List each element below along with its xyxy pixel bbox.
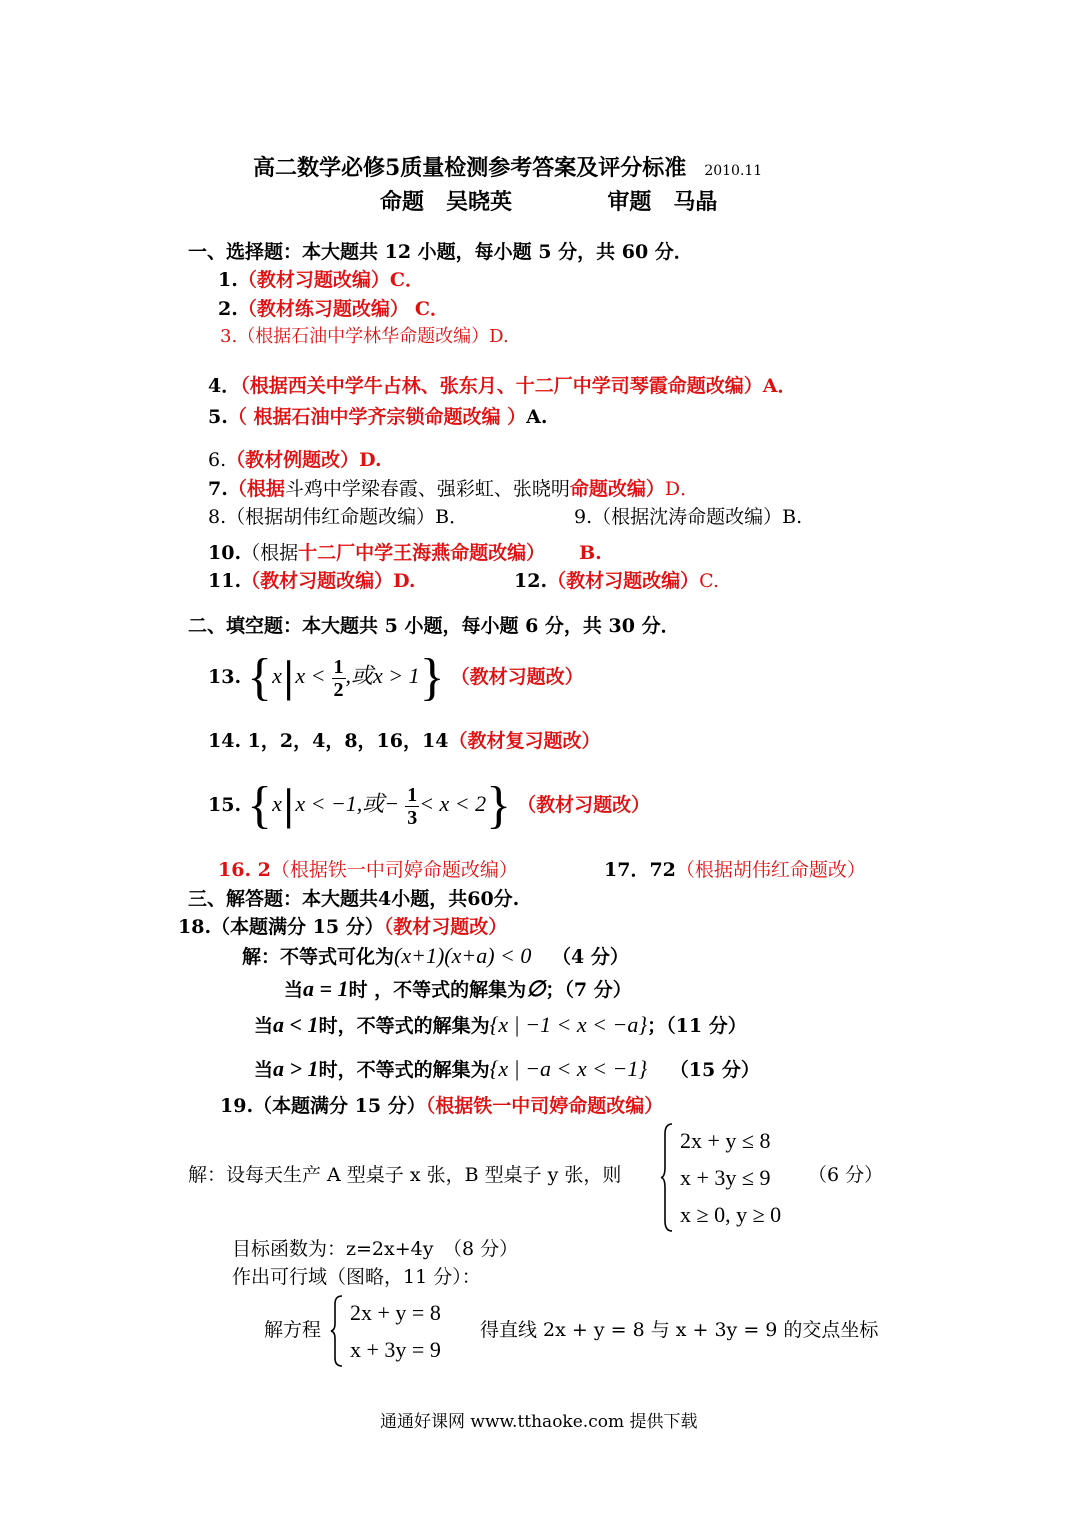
answer-1: 1.（教材习题改编）C． bbox=[218, 269, 424, 291]
answer-15: 15. {x|x < −1,或− $\frac{1}{3}$ < x < 2} （教材习题改） bbox=[208, 777, 651, 834]
answer-11: 11.（教材习题改编）D. bbox=[208, 570, 416, 592]
answer-7: 7.（根据斗鸡中学梁春霞、强彩虹、张晓明命题改编）D． bbox=[208, 478, 700, 500]
problem-18-line-4: 当a > 1时，不等式的解集为{x | −a < x < −1} （15 分） bbox=[254, 1056, 760, 1081]
answer-6: 6.（教材例题改）D. bbox=[208, 449, 382, 471]
problem-18-line-1: 解：不等式可化为(x+1)(x+a) < 0 （4 分） bbox=[242, 943, 629, 968]
fraction-one-half: $\frac{1}{2}$ bbox=[333, 655, 344, 701]
problem-19-heading: 19.（本题满分 15 分）（根据铁一中司婷命题改编） bbox=[220, 1095, 664, 1117]
problem-18-line-3: 当a < 1时，不等式的解集为{x | −1 < x < −a}；（11 分） bbox=[254, 1012, 747, 1037]
section3-heading: 三、解答题：本大题共4小题，共60分. bbox=[188, 888, 520, 910]
solve-equations-label: 解方程 bbox=[264, 1319, 322, 1341]
answer-8: 8.（根据胡伟红命题改编）B． bbox=[208, 506, 469, 528]
page-title: 高二数学必修5质量检测参考答案及评分标准 2010.11 bbox=[253, 155, 763, 181]
answer-2: 2.（教材练习题改编） C． bbox=[218, 298, 450, 320]
problem-19-setup: 解：设每天生产 A 型桌子 x 张，B 型桌子 y 张，则 bbox=[188, 1164, 622, 1186]
answer-16: 16. 2（根据铁一中司婷命题改编） bbox=[218, 859, 518, 881]
date: 2010.11 bbox=[704, 163, 763, 179]
constraint-score: （6 分） bbox=[808, 1164, 884, 1186]
answer-17: 17．72（根据胡伟红命题改） bbox=[604, 859, 866, 881]
answer-10: 10.（根据十二厂中学王海燕命题改编） B. bbox=[208, 542, 602, 564]
answer-9: 9.（根据沈涛命题改编）B. bbox=[574, 506, 803, 528]
objective-function: 目标函数为：z=2x+4y （8 分） bbox=[232, 1238, 519, 1260]
equation-system: 2x + y = 8 x + 3y = 9 bbox=[330, 1294, 441, 1368]
answer-5: 5.（ 根据石油中学齐宗锁命题改编 ）A. bbox=[208, 406, 548, 428]
answer-4: 4．（根据西关中学牛占林、张东月、十二厂中学司琴霞命题改编）A． bbox=[208, 375, 797, 397]
fraction-one-third: $\frac{1}{3}$ bbox=[407, 783, 418, 829]
answer-3: 3.（根据石油中学林华命题改编）D. bbox=[220, 326, 509, 347]
answer-14: 14. 1，2，4，8，16，14（教材复习题改） bbox=[208, 730, 601, 752]
section2-heading: 二、填空题：本大题共 5 小题，每小题 6 分，共 30 分． bbox=[188, 615, 680, 637]
answer-13: 13. {x|x < $\frac{1}{2}$ ,或x > 1} （教材习题改） bbox=[208, 649, 584, 706]
feasible-region-note: 作出可行域（图略，11 分）： bbox=[232, 1266, 481, 1288]
problem-18-line-2: 当a = 1时 ，不等式的解集为∅；（7 分） bbox=[284, 976, 632, 1001]
constraint-system: 2x + y ≤ 8 x + 3y ≤ 9 x ≥ 0, y ≥ 0 bbox=[660, 1122, 781, 1233]
authors-line: 命题 吴晓英 审题 马晶 bbox=[380, 189, 718, 215]
footer: 通通好课网 www.tthaoke.com 提供下载 bbox=[380, 1412, 698, 1432]
section1-heading: 一、选择题：本大题共 12 小题，每小题 5 分，共 60 分． bbox=[188, 241, 693, 263]
answer-12: 12.（教材习题改编）C. bbox=[514, 570, 719, 592]
intersection-text: 得直线 2x + y = 8 与 x + 3y = 9 的交点坐标 bbox=[480, 1319, 879, 1341]
problem-18-heading: 18.（本题满分 15 分）（教材习题改） bbox=[178, 916, 508, 938]
